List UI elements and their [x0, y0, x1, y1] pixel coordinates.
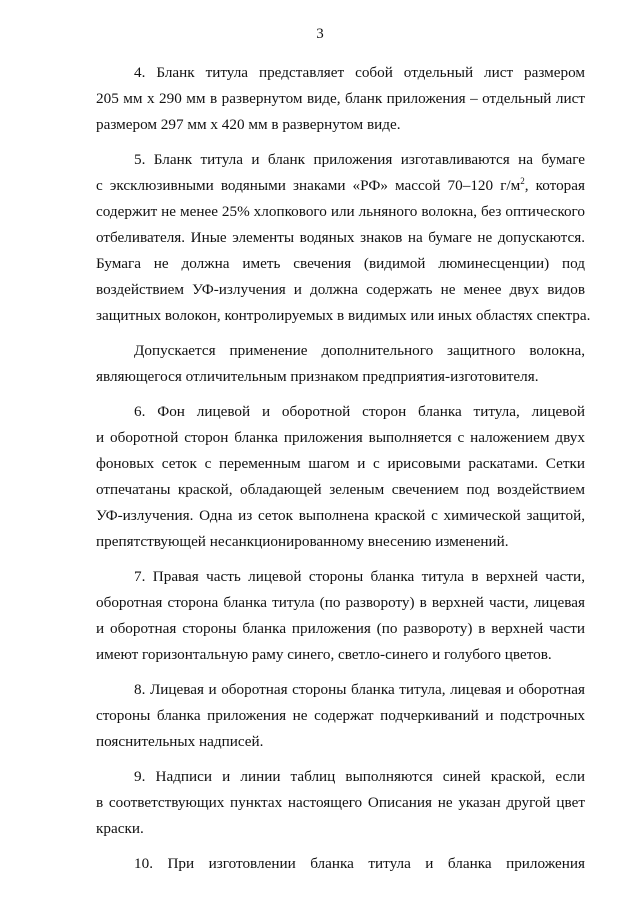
- paragraph-line: 10. При изготовлении бланка титула и бланка приложения: [134, 855, 585, 872]
- paragraph-line: 8. Лицевая и оборотная стороны бланка титула, лицевая и оборотная: [134, 681, 585, 698]
- paragraph-line: и оборотной сторон бланка приложения выполняется с наложением двух: [96, 429, 585, 446]
- paragraph-line: 205 мм х 290 мм в развернутом виде, бланк приложения – отдельный лист: [96, 90, 585, 107]
- page-number: 3: [316, 26, 324, 42]
- paragraph-line: стороны бланка приложения не содержат подчеркиваний и подстрочных: [96, 707, 585, 724]
- paragraph-line: 4. Бланк титула представляет собой отдельный лист размером: [134, 64, 585, 81]
- paragraph-8: [96, 677, 585, 755]
- paragraph-line-head: с эксклюзивными водяными знаками «РФ» массой 70–120 г/м: [96, 177, 521, 194]
- paragraph-line: краски.: [96, 820, 144, 837]
- paragraph-line: 7. Правая часть лицевой стороны бланка титула в верхней части,: [134, 568, 585, 585]
- paragraph-line: воздействием УФ-излучения и должна содержать не менее двух видов: [96, 281, 585, 298]
- paragraph-line: размером 297 мм х 420 мм в развернутом виде.: [96, 116, 401, 133]
- paragraph-9: [96, 764, 585, 842]
- paragraph-line: в соответствующих пунктах настоящего Описания не указан другой цвет: [96, 794, 585, 811]
- paragraph-line-tail: , которая: [524, 177, 586, 194]
- paragraph-line: УФ-излучения. Одна из сеток выполнена краской с химической защитой,: [96, 507, 585, 524]
- superscript: 2: [520, 175, 525, 186]
- paragraph-line: 5. Бланк титула и бланк приложения изготавливаются на бумаге: [134, 151, 585, 168]
- paragraph-line: пояснительных надписей.: [96, 733, 264, 750]
- paragraph-line-with-superscript: [96, 173, 585, 199]
- paragraph-5-addendum: [96, 338, 585, 390]
- paragraph-line: отбеливателя. Иные элементы водяных знаков на бумаге не допускаются.: [96, 229, 585, 246]
- paragraph-line: 6. Фон лицевой и оборотной сторон бланка титула, лицевой: [134, 403, 585, 420]
- paragraph-line: Допускается применение дополнительного защитного волокна,: [134, 342, 585, 359]
- paragraph-line: содержит не менее 25% хлопкового или льняного волокна, без оптического: [96, 203, 585, 220]
- paragraph-7: [96, 564, 585, 668]
- paragraph-line: препятствующей несанкционированному внесению изменений.: [96, 533, 509, 550]
- paragraph-line: отпечатаны краской, обладающей зеленым свечением под воздействием: [96, 481, 585, 498]
- paragraph-line: 9. Надписи и линии таблиц выполняются синей краской, если: [134, 768, 585, 785]
- paragraph-line: являющегося отличительным признаком предприятия-изготовителя.: [96, 368, 539, 385]
- paragraph-line: оборотная сторона бланка титула (по развороту) в верхней части, лицевая: [96, 594, 585, 611]
- paragraph-5: [96, 147, 591, 329]
- paragraph-line: фоновых сеток с переменным шагом и с ирисовыми раскатами. Сетки: [96, 455, 585, 472]
- paragraph-line: имеют горизонтальную раму синего, светло-синего и голубого цветов.: [96, 646, 552, 663]
- paragraph-line: и оборотная стороны бланка приложения (по развороту) в верхней части: [96, 620, 585, 637]
- paragraph-line: Бумага не должна иметь свечения (видимой люминесценции) под: [96, 255, 585, 272]
- paragraph-6: [96, 399, 585, 555]
- paragraph-4: [96, 60, 585, 138]
- paragraph-line: защитных волокон, контролируемых в видимых или иных областях спектра.: [96, 307, 591, 324]
- paragraph-10: [96, 851, 585, 877]
- document-body: [96, 60, 591, 877]
